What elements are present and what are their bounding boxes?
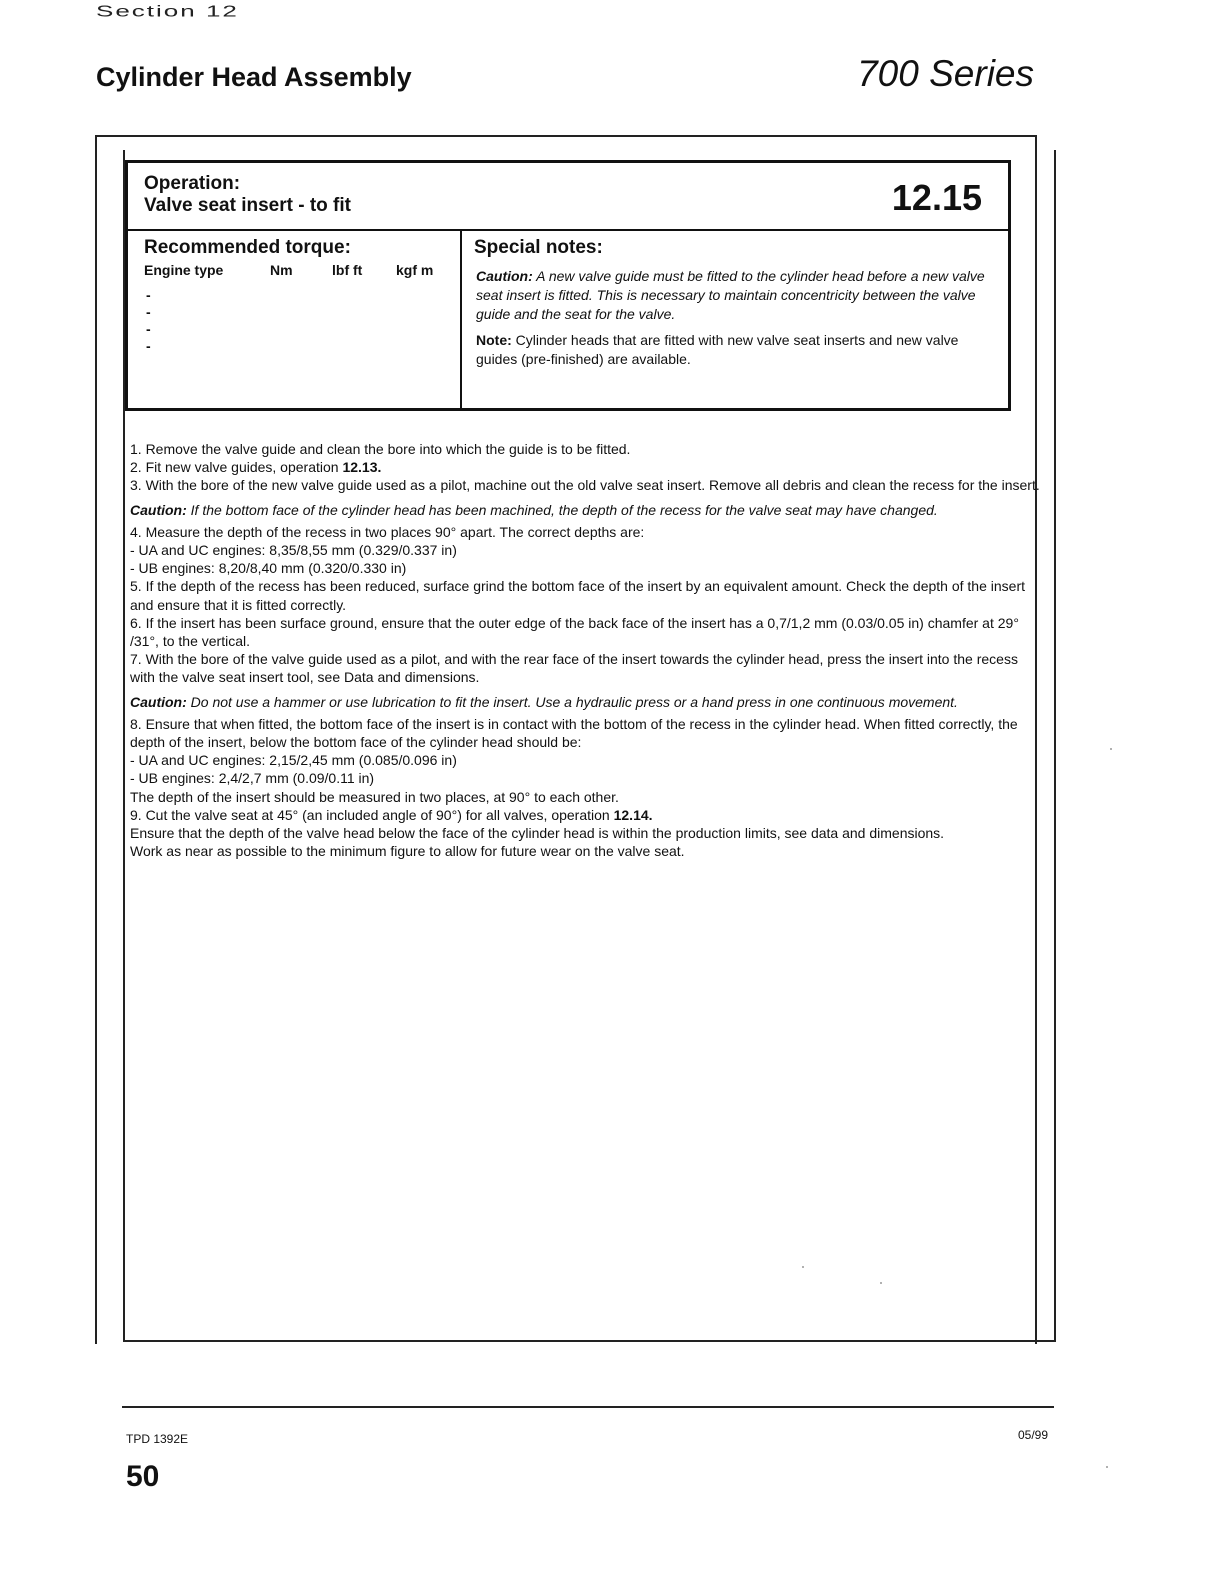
step-9-work: Work as near as possible to the minimum figure to allow for future wear on the valve seat. [130,843,685,860]
step-9: 9. Cut the valve seat at 45° (an included angle of 90°) for all valves, operation 12.14. [130,806,653,823]
section-label: Section 12 [96,2,239,20]
doc-code: TPD 1392E [126,1432,189,1446]
caution-label: Caution: [476,268,533,284]
note-label: Note: [476,332,512,348]
caution-text: A new valve guide must be fitted to the cylinder head before a new valve seat insert is fitted. This is necessary to maintain concentricity between the valve guide and the seat for the valve. [476,268,985,322]
step-1: 1. Remove the valve guide and clean the bore into which the guide is to be fitted. [130,441,631,457]
col-engine-type: Engine type [144,262,224,278]
special-notes-section [462,231,1008,408]
op-ref: 12.14. [613,806,653,823]
operation-label: Operation: [144,173,241,194]
col-lbf-ft: lbf ft [332,262,363,278]
scan-speck [802,1266,804,1268]
operation-name: Valve seat insert - to fit [144,195,351,216]
step-8-note: The depth of the insert should be measured in two places, at 90° to each other. [130,788,619,805]
caution-2: Caution: Do not use a hammer or use lubrication to fit the insert. Use a hydraulic press or a hand press in one continuous movement. [130,693,958,710]
torque-bullets [146,287,151,355]
caution-note [476,267,1002,324]
series-label: 700 Series [857,53,1034,94]
step-8-ua-uc: - UA and UC engines: 2,15/2,45 mm (0.085/0.096 in) [130,752,457,769]
step-8: 8. Ensure that when fitted, the bottom face of the insert is in contact with the bottom of the recess in the cylinder head. When fitted correctly, the depth of the insert, below the bottom face of the cylinder head should be: [130,715,1018,751]
step-5: 5. If the depth of the recess has been reduced, surface grind the bottom face of the insert by an equivalent amount. Check the depth of the insert and ensure that it is fitted correctly. [130,578,1026,613]
scan-speck [880,1282,882,1284]
torque-bullet: - [146,338,151,354]
torque-section [128,231,462,408]
step-4-ub: - UB engines: 8,20/8,40 mm (0.320/0.330 in) [130,560,407,577]
step-8-ub: - UB engines: 2,4/2,7 mm (0.09/0.11 in) [130,770,375,787]
step-9-ensure: Ensure that the depth of the valve head below the face of the cylinder head is within the production limits, see data and dimensions. [130,825,945,842]
step-4: 4. Measure the depth of the recess in two places 90° apart. The correct depths are: [130,523,645,540]
operation-box [125,160,1011,411]
col-kgf-m: kgf m [396,262,434,278]
scan-speck [1110,748,1112,750]
step-3: 3. With the bore of the new valve guide used as a pilot, machine out the old valve seat insert. Remove all debris and clean the recess for the insert. [130,477,1040,494]
op-ref: 12.13. [342,459,382,476]
torque-bullet: - [146,287,151,303]
torque-bullet: - [146,304,151,320]
procedure-steps [130,440,1040,860]
page-title: Cylinder Head Assembly [96,62,412,92]
step-4-ua-uc: - UA and UC engines: 8,35/8,55 mm (0.329/0.337 in) [130,542,457,559]
doc-date: 05/99 [1018,1428,1049,1442]
torque-heading: Recommended torque: [144,237,351,258]
note-text: Cylinder heads that are fitted with new valve seat inserts and new valve guides (pre-finished) are available. [476,332,959,367]
operation-header [128,163,1008,231]
col-nm: Nm [270,262,293,278]
scan-speck [1106,1466,1108,1468]
operation-number: 12.15 [891,177,982,218]
caution-1: Caution: If the bottom face of the cylinder head has been machined, the depth of the recess for the valve seat may have changed. [130,501,938,518]
info-note [476,331,1002,369]
step-7: 7. With the bore of the valve guide used as a pilot, and with the rear face of the insert towards the cylinder head, press the insert into the recess with the valve seat insert tool, see Data and dimensions. [130,651,1018,686]
torque-bullet: - [146,321,151,337]
footer-divider [122,1406,1054,1408]
step-6: 6. If the insert has been surface ground, ensure that the outer edge of the back face of the insert has a 0,7/1,2 mm (0.03/0.05 in) chamfer at 29° /31°, to the vertical. [130,614,1019,650]
step-2: 2. Fit new valve guides, operation 12.13. [130,459,382,476]
notes-heading: Special notes: [474,237,603,258]
page-number: 50 [126,1460,160,1493]
